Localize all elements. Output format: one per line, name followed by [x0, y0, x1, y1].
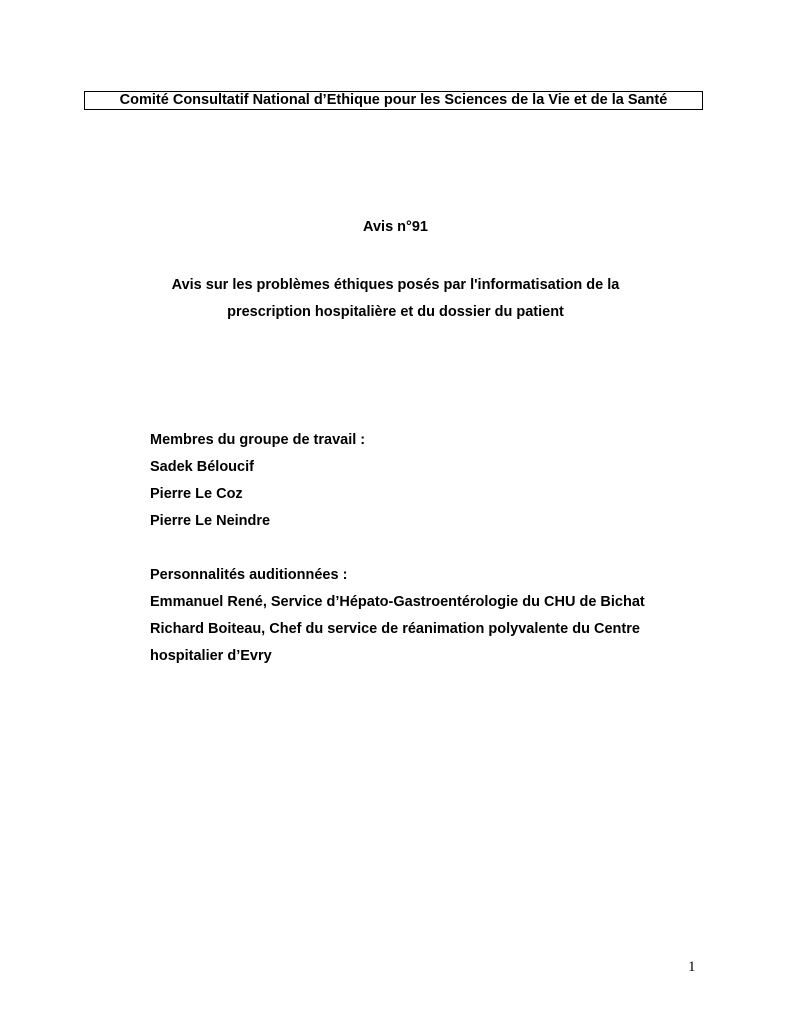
- organization-name: Comité Consultatif National d’Ethique pour les Sciences de la Vie et de la Santé: [119, 92, 668, 108]
- hearing-line: Emmanuel René, Service d’Hépato-Gastroentérologie du CHU de Bichat: [150, 594, 645, 610]
- working-group-heading: Membres du groupe de travail :: [150, 432, 366, 448]
- page-number: 1: [688, 959, 696, 975]
- hearing-line: Richard Boiteau, Chef du service de réanimation polyvalente du Centre: [150, 621, 640, 637]
- hearings-section: [150, 562, 645, 670]
- member-name: Sadek Béloucif: [150, 459, 254, 475]
- hearings-heading: Personnalités auditionnées :: [150, 567, 348, 583]
- organization-header: [84, 91, 703, 110]
- hearing-line: hospitalier d’Evry: [150, 648, 272, 664]
- avis-title-line: Avis sur les problèmes éthiques posés par l'informatisation de la: [171, 277, 620, 293]
- avis-title-line: prescription hospitalière et du dossier du patient: [227, 304, 564, 320]
- working-group-section: [150, 427, 365, 535]
- avis-title: [0, 272, 791, 326]
- member-name: Pierre Le Neindre: [150, 513, 271, 529]
- avis-number: Avis n°91: [363, 219, 428, 235]
- member-name: Pierre Le Coz: [150, 486, 243, 502]
